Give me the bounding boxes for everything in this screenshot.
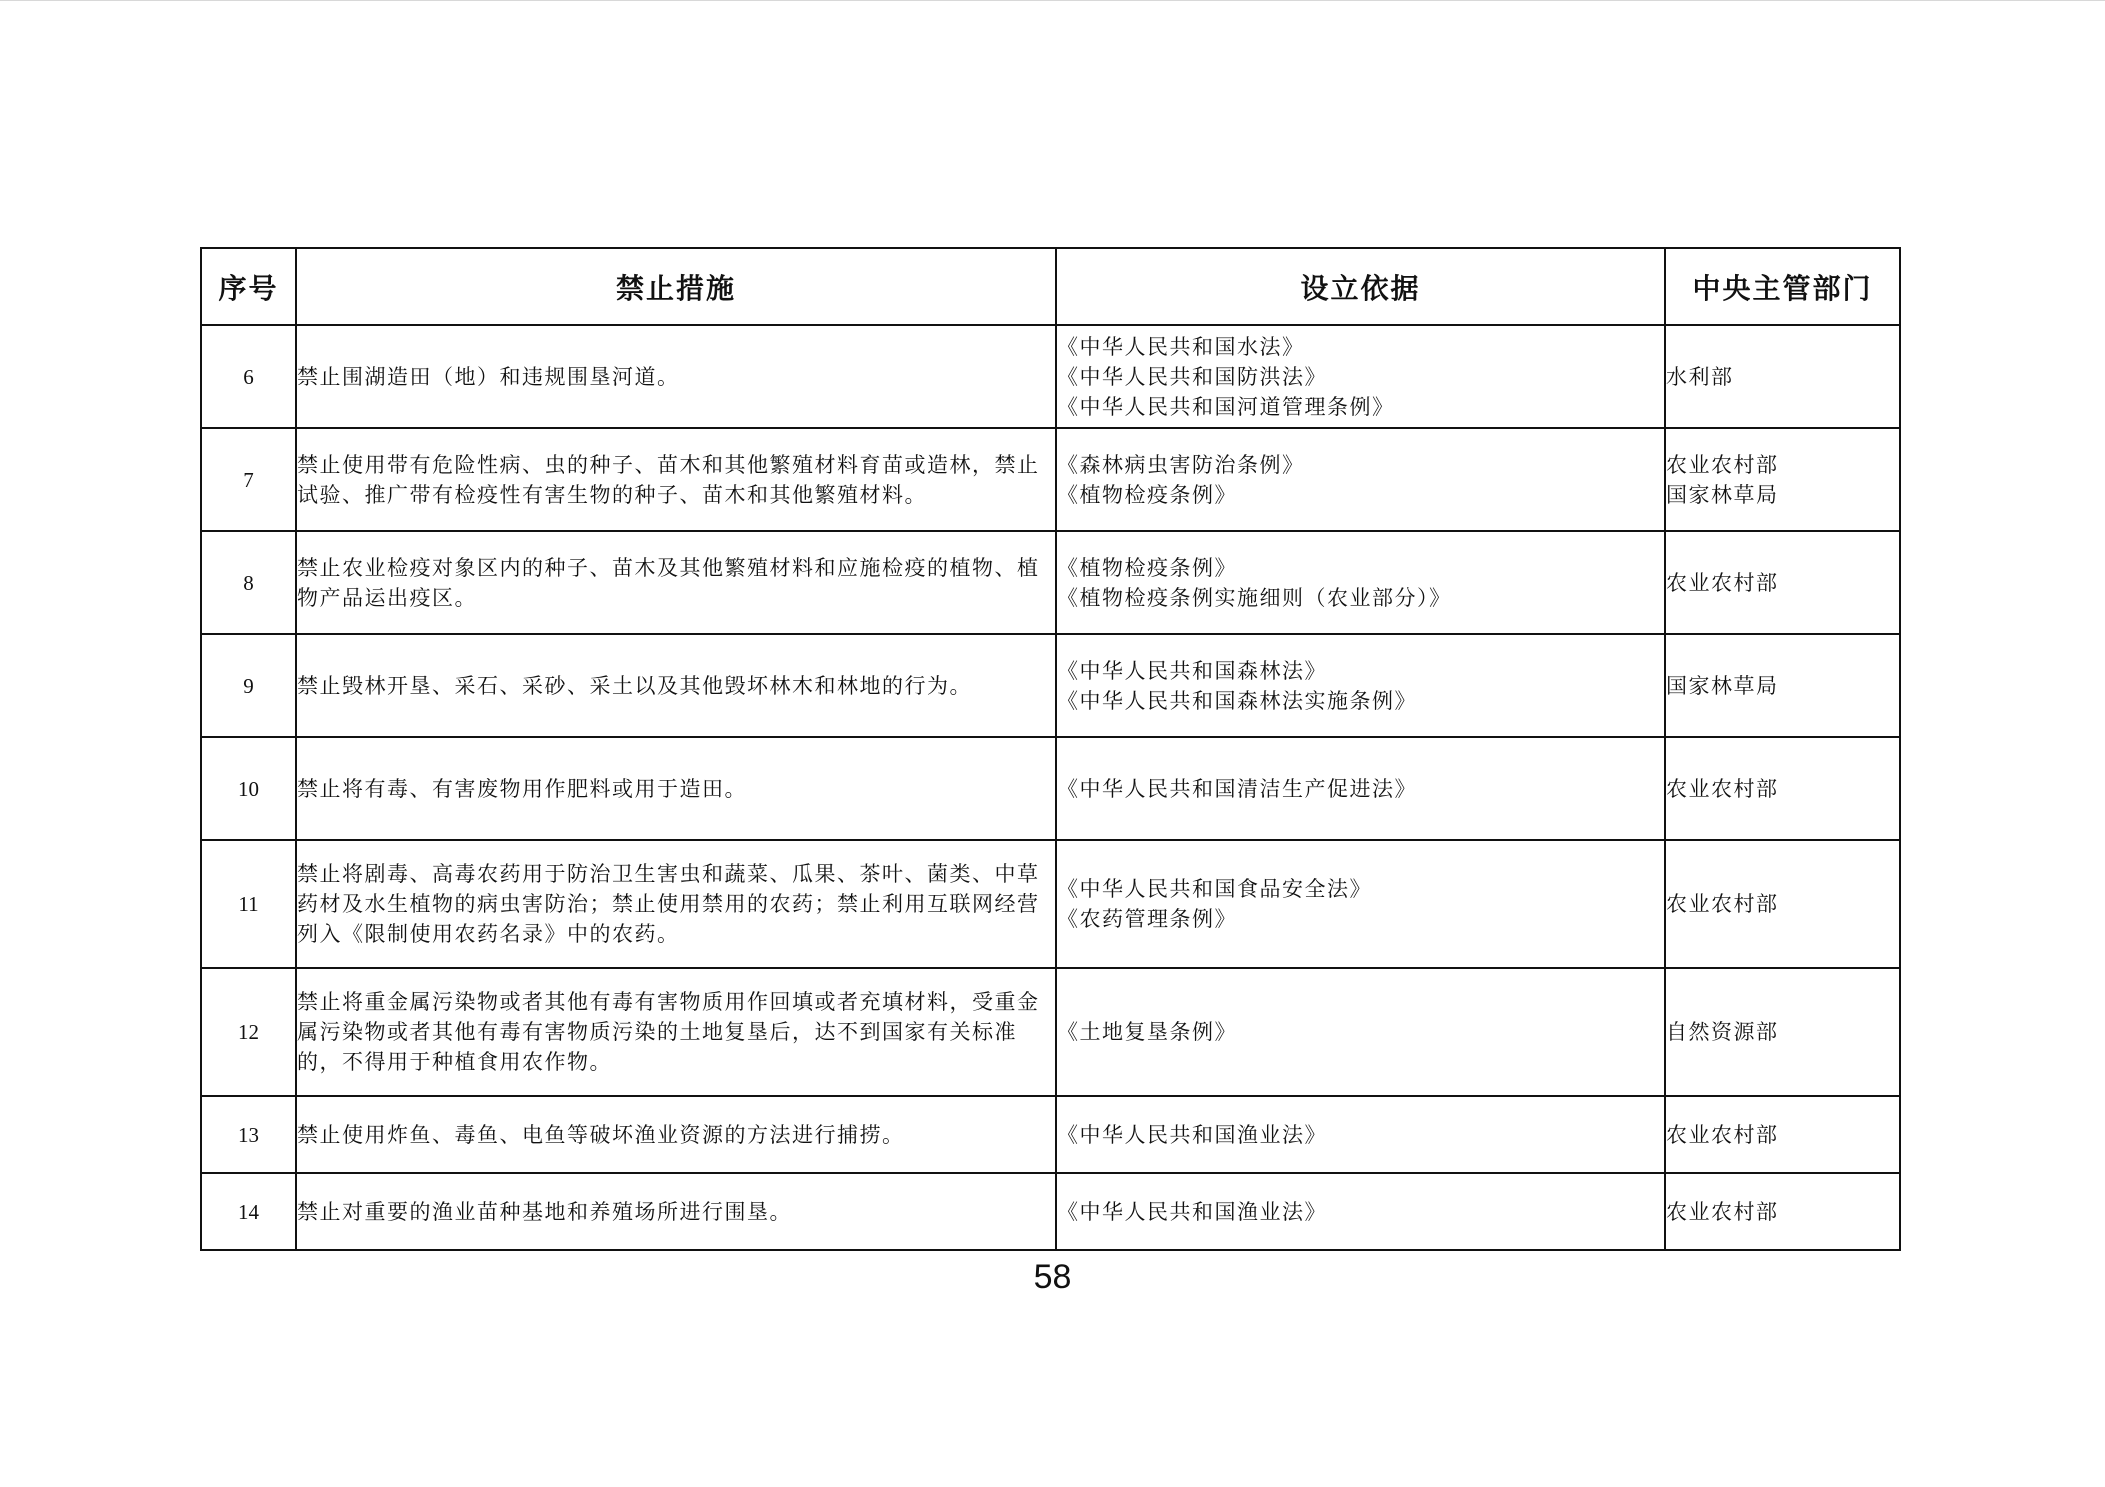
measure-line: 属污染物或者其他有毒有害物质污染的土地复垦后，达不到国家有关标准	[297, 1020, 1017, 1044]
top-edge-rule	[0, 0, 2105, 1]
row-number: 8	[201, 531, 296, 634]
basis-cell	[1056, 1096, 1665, 1173]
table-row	[201, 1096, 1900, 1173]
basis-line: 《植物检疫条例》	[1057, 555, 1237, 580]
measure-line: 禁止对重要的渔业苗种基地和养殖场所进行围垦。	[297, 1199, 792, 1224]
basis-line: 《中华人民共和国食品安全法》	[1057, 877, 1372, 901]
measure-line: 禁止使用炸鱼、毒鱼、电鱼等破坏渔业资源的方法进行捕捞。	[297, 1122, 905, 1147]
table-row	[201, 531, 1900, 634]
dept-line: 农业农村部	[1666, 1199, 1779, 1224]
dept-line: 自然资源部	[1666, 1020, 1779, 1044]
row-number: 13	[201, 1096, 296, 1173]
dept-cell	[1665, 1096, 1900, 1173]
basis-line: 《农药管理条例》	[1057, 907, 1237, 931]
measure-line: 禁止毁林开垦、采石、采砂、采土以及其他毁坏林木和林地的行为。	[297, 673, 972, 698]
basis-cell	[1056, 634, 1665, 737]
basis-line: 《中华人民共和国渔业法》	[1057, 1122, 1327, 1147]
basis-line: 《中华人民共和国渔业法》	[1057, 1199, 1327, 1224]
table-row	[201, 737, 1900, 840]
dept-line: 国家林草局	[1666, 673, 1779, 698]
table-row	[201, 1173, 1900, 1250]
measure-cell	[296, 840, 1056, 968]
basis-cell	[1056, 840, 1665, 968]
measure-cell	[296, 1173, 1056, 1250]
basis-line: 《森林病虫害防治条例》	[1057, 452, 1305, 477]
header-no: 序号	[201, 248, 296, 325]
dept-line: 农业农村部	[1666, 452, 1779, 477]
basis-cell	[1056, 968, 1665, 1096]
basis-cell	[1056, 737, 1665, 840]
basis-cell	[1056, 531, 1665, 634]
basis-cell	[1056, 428, 1665, 531]
measure-line: 禁止将重金属污染物或者其他有毒有害物质用作回填或者充填材料，受重金	[297, 990, 1040, 1014]
measure-cell	[296, 968, 1056, 1096]
dept-cell	[1665, 737, 1900, 840]
dept-cell	[1665, 325, 1900, 428]
measure-line: 禁止将有毒、有害废物用作肥料或用于造田。	[297, 776, 747, 801]
dept-cell	[1665, 968, 1900, 1096]
dept-line: 农业农村部	[1666, 1122, 1779, 1147]
basis-line: 《中华人民共和国河道管理条例》	[1057, 394, 1395, 419]
table-row	[201, 968, 1900, 1096]
row-number: 10	[201, 737, 296, 840]
measure-line: 禁止农业检疫对象区内的种子、苗木及其他繁殖材料和应施检疫的植物、植	[297, 555, 1040, 580]
measure-line: 物产品运出疫区。	[297, 585, 477, 610]
prohibited-measures-table	[200, 247, 1901, 1251]
measure-line: 禁止将剧毒、高毒农药用于防治卫生害虫和蔬菜、瓜果、茶叶、菌类、中草	[297, 862, 1040, 886]
basis-line: 《中华人民共和国森林法》	[1057, 658, 1327, 683]
dept-line: 国家林草局	[1666, 482, 1779, 507]
measure-cell	[296, 325, 1056, 428]
measure-line: 禁止围湖造田（地）和违规围垦河道。	[297, 364, 680, 389]
measure-line: 药材及水生植物的病虫害防治；禁止使用禁用的农药；禁止利用互联网经营	[297, 892, 1040, 916]
basis-line: 《植物检疫条例实施细则（农业部分）》	[1057, 585, 1452, 610]
basis-line: 《中华人民共和国清洁生产促进法》	[1057, 776, 1417, 801]
measure-cell	[296, 531, 1056, 634]
basis-line: 《中华人民共和国水法》	[1057, 334, 1305, 359]
row-number: 9	[201, 634, 296, 737]
dept-line: 农业农村部	[1666, 776, 1779, 801]
measure-cell	[296, 428, 1056, 531]
table-row	[201, 428, 1900, 531]
header-measure: 禁止措施	[296, 248, 1056, 325]
row-number: 12	[201, 968, 296, 1096]
basis-cell	[1056, 1173, 1665, 1250]
dept-cell	[1665, 1173, 1900, 1250]
dept-cell	[1665, 531, 1900, 634]
table-header-row	[201, 248, 1900, 325]
measure-line: 试验、推广带有检疫性有害生物的种子、苗木和其他繁殖材料。	[297, 482, 927, 507]
measure-cell	[296, 1096, 1056, 1173]
row-number: 7	[201, 428, 296, 531]
basis-line: 《中华人民共和国森林法实施条例》	[1057, 688, 1417, 713]
measure-line: 的，不得用于种植食用农作物。	[297, 1050, 612, 1074]
header-basis: 设立依据	[1056, 248, 1665, 325]
header-dept: 中央主管部门	[1665, 248, 1900, 325]
table-row	[201, 325, 1900, 428]
dept-line: 农业农村部	[1666, 570, 1779, 595]
measure-cell	[296, 737, 1056, 840]
basis-cell	[1056, 325, 1665, 428]
dept-cell	[1665, 634, 1900, 737]
measure-cell	[296, 634, 1056, 737]
measure-line: 列入《限制使用农药名录》中的农药。	[297, 922, 680, 946]
dept-cell	[1665, 428, 1900, 531]
basis-line: 《土地复垦条例》	[1057, 1020, 1237, 1044]
dept-line: 农业农村部	[1666, 892, 1779, 916]
row-number: 11	[201, 840, 296, 968]
basis-line: 《植物检疫条例》	[1057, 482, 1237, 507]
table-row	[201, 634, 1900, 737]
row-number: 6	[201, 325, 296, 428]
measure-line: 禁止使用带有危险性病、虫的种子、苗木和其他繁殖材料育苗或造林，禁止	[297, 452, 1040, 477]
dept-cell	[1665, 840, 1900, 968]
basis-line: 《中华人民共和国防洪法》	[1057, 364, 1327, 389]
row-number: 14	[201, 1173, 296, 1250]
dept-line: 水利部	[1666, 364, 1734, 389]
page-number: 58	[1033, 1258, 1072, 1296]
table-row	[201, 840, 1900, 968]
